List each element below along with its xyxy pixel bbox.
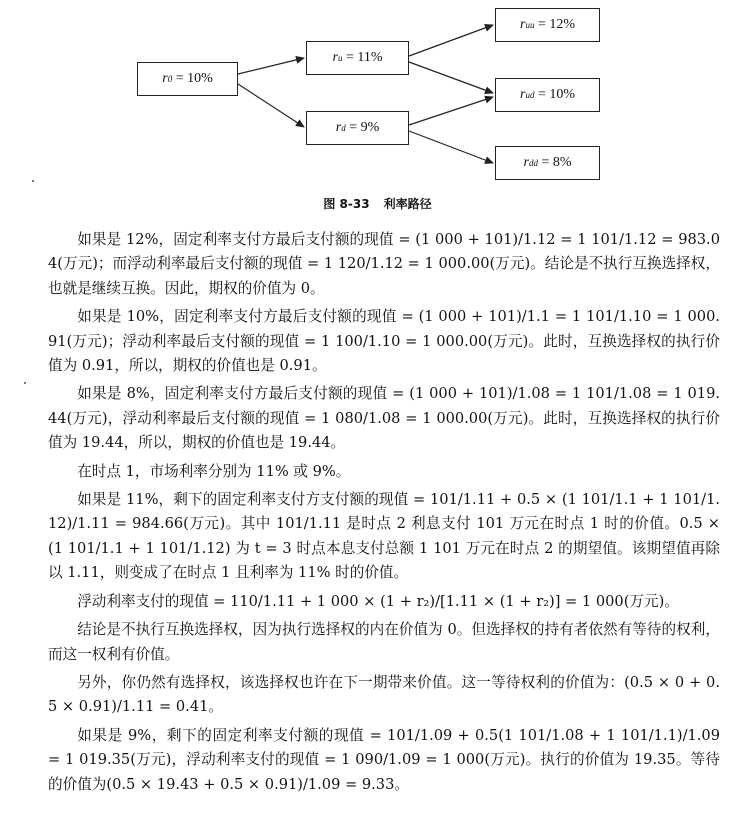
interest-rate-tree-diagram — [0, 0, 755, 190]
paragraph: 在时点 1，市场利率分别为 11% 或 9%。 — [77, 462, 351, 480]
arrow-ru-ruu — [409, 25, 493, 56]
figure-title: 利率路径 — [383, 197, 432, 211]
scan-speck — [32, 180, 34, 182]
node-ruu: r uu = 12% — [495, 8, 600, 42]
arrow-ru-rud — [409, 62, 493, 93]
paragraph: 如果是 8%，固定利率支付方最后支付额的现值 = (1 000 + 101)/1.08 = 1 101/1.08 = 1 019.44(万元)，浮动利率最后支付额的现值 = 1 080/1.08 = 1 000.00(万元)。此时，互换选择权的执行价值为 19.44，所以，期权的价值也是 19.44。 — [48, 385, 720, 452]
arrow-rd-rud — [409, 97, 493, 125]
arrow-rd-rdd — [409, 131, 493, 163]
node-rud: r ud = 10% — [495, 78, 600, 112]
paragraph: 另外，你仍然有选择权，该选择权也许在下一期带来价值。这一等待权利的价值为：(0.5 × 0 + 0.5 × 0.91)/1.11 = 0.41。 — [48, 673, 720, 716]
arrow-r0-rd — [238, 84, 304, 127]
paragraph: 浮动利率支付的现值 = 110/1.11 + 1 000 × (1 + r₂)/[1.11 × (1 + r₂)] = 1 000(万元)。 — [77, 592, 679, 610]
tree-arrows — [0, 0, 755, 190]
paragraph: 如果是 12%，固定利率支付方最后支付额的现值 = (1 000 + 101)/1.12 = 1 101/1.12 = 983.04(万元)；而浮动利率最后支付额的现值 = 1 120/1.12 = 1 000.00(万元)。结论是不执行互换选择权，也就是继续互换。因此，期权的价值为 0。 — [48, 231, 720, 297]
scan-speck — [24, 382, 26, 384]
paragraph: 如果是 9%，剩下的固定利率支付额的现值 = 101/1.09 + 0.5(1 101/1.08 + 1 101/1.1)/1.09 = 1 019.35(万元)，浮动利率支付的现值 = 1 090/1.09 = 1 000(万元)。执行的价值为 19.35。等待的价值为(0.5 × 19.43 + 0.5 × 0.91)/1.09 = 9.33。 — [48, 726, 720, 793]
node-r0: r 0 = 10% — [137, 62, 238, 96]
paragraph: 结论是不执行互换选择权，因为执行选择权的内在价值为 0。但选择权的持有者依然有等待的权利，而这一权利有价值。 — [48, 621, 720, 663]
figure-caption — [0, 195, 755, 212]
node-rdd: r dd = 8% — [495, 146, 600, 180]
node-rd: r d = 9% — [306, 111, 409, 145]
paragraph: 如果是 10%，固定利率支付方最后支付额的现值 = (1 000 + 101)/1.1 = 1 101/1.10 = 1 000.91(万元)；浮动利率最后支付额的现值 = 1 100/1.10 = 1 000.00(万元)。此时，互换选择权的执行价值为 0.91，所以，期权的价值也是 0.91。 — [48, 308, 720, 375]
body-text — [48, 228, 720, 801]
node-ru: r u = 11% — [306, 41, 409, 75]
arrow-r0-ru — [238, 58, 304, 74]
paragraph: 如果是 11%，剩下的固定利率支付方支付额的现值 = 101/1.11 + 0.5 × (1 101/1.1 + 1 101/1.12)/1.11 = 984.66(万元)。其中 101/1.11 是时点 2 利息支付 101 万元在时点 1 时的价值。0.5 × (1 101/1.1 + 1 101/1.12) 为 t = 3 时点本息支付总额 1 101 万元在时点 2 的期望值。该期望值再除以 1.11，则变成了在时点 1 且利率为 11% 时的价值。 — [48, 491, 720, 582]
figure-number: 图 8-33 — [323, 197, 370, 211]
